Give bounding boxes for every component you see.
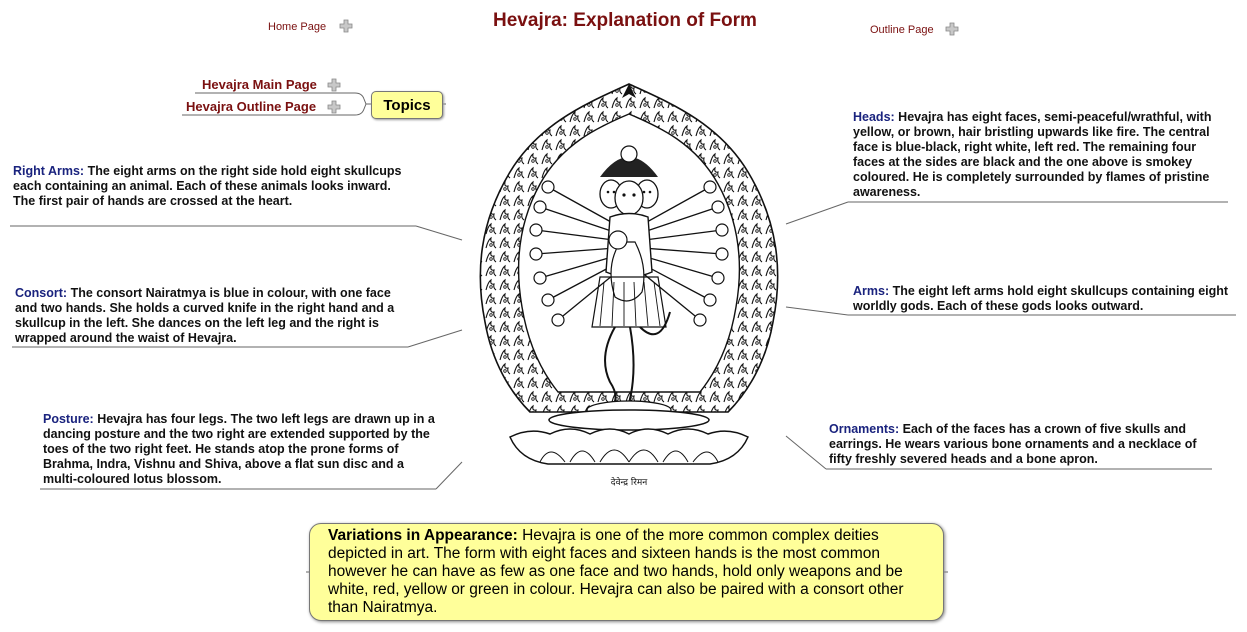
note-text: Each of the faces has a crown of five skulls and earrings. He wears various bone ornaments and a necklace of fifty freshly severed heads and a bone apron. xyxy=(829,422,1197,466)
home-page-link-group[interactable] xyxy=(268,17,353,35)
note-right-arms xyxy=(13,164,408,209)
note-label: Arms: xyxy=(853,284,890,298)
outline-page-link[interactable]: Outline Page xyxy=(870,24,934,36)
note-ornaments xyxy=(829,422,1211,467)
note-heads xyxy=(853,110,1231,200)
hevajra-illustration xyxy=(470,82,788,492)
expand-plus-icon[interactable] xyxy=(339,19,353,33)
variations-label: Variations in Appearance: xyxy=(328,527,518,544)
expand-plus-icon[interactable] xyxy=(327,100,341,114)
variations-note xyxy=(309,523,944,621)
hevajra-outline-page-link[interactable]: Hevajra Outline Page xyxy=(186,99,317,114)
note-label: Consort: xyxy=(15,286,68,300)
note-posture xyxy=(43,412,435,487)
note-label: Posture: xyxy=(43,412,94,426)
topics-node[interactable]: Topics xyxy=(371,91,443,119)
note-text: Hevajra has eight faces, semi-peaceful/wrathful, with yellow, or brown, hair bristling upwards like fire. The central face is blue-black, right white, left red. The remaining four faces at the sides are black and the one above is smokey coloured. He is completely surrounded by flames of pristine awareness. xyxy=(853,110,1212,199)
variations-text: Hevajra is one of the more common complex deities depicted in art. The form with eight faces and sixteen hands is the most common however he can have as few as one face and two hands, hold only weapons and be white, red, yellow or green in colour. Hevajra can also be paired with a consort other than Nairatmya. xyxy=(328,527,904,616)
artist-signature: देवेन्द्र रिमन xyxy=(610,478,648,488)
note-text: The eight arms on the right side hold eight skullcups each containing an animal. Each of these animals looks inward. The first pair of hands are crossed at the heart. xyxy=(13,164,402,208)
page-title: Hevajra: Explanation of Form xyxy=(493,10,757,31)
expand-plus-icon[interactable] xyxy=(327,78,341,92)
expand-plus-icon[interactable] xyxy=(945,22,959,36)
note-label: Ornaments: xyxy=(829,422,900,436)
note-text: The consort Nairatmya is blue in colour, with one face and two hands. She holds a curved knife in the right hand and a skullcup in the left. She dances on the left leg and the right is wrapped around the waist of Hevajra. xyxy=(15,286,395,345)
note-arms xyxy=(853,284,1238,314)
hevajra-main-page-link[interactable]: Hevajra Main Page xyxy=(202,77,317,92)
note-text: The eight left arms hold eight skullcups containing eight worldly gods. Each of these gods looks outward. xyxy=(853,284,1229,313)
home-page-link[interactable]: Home Page xyxy=(268,21,327,33)
note-label: Heads: xyxy=(853,110,895,124)
note-consort xyxy=(15,286,407,346)
topic-link-main[interactable] xyxy=(202,76,341,94)
note-label: Right Arms: xyxy=(13,164,85,178)
note-text: Hevajra has four legs. The two left legs are drawn up in a dancing posture and the two right are extended supported by the toes of the two right feet. He stands atop the prone forms of Brahma, Indra, Vishnu and Shiva, above a flat sun disc and a multi-coloured lotus blossom. xyxy=(43,412,435,486)
topic-link-outline[interactable] xyxy=(186,98,341,116)
outline-page-link-group[interactable] xyxy=(870,20,959,38)
